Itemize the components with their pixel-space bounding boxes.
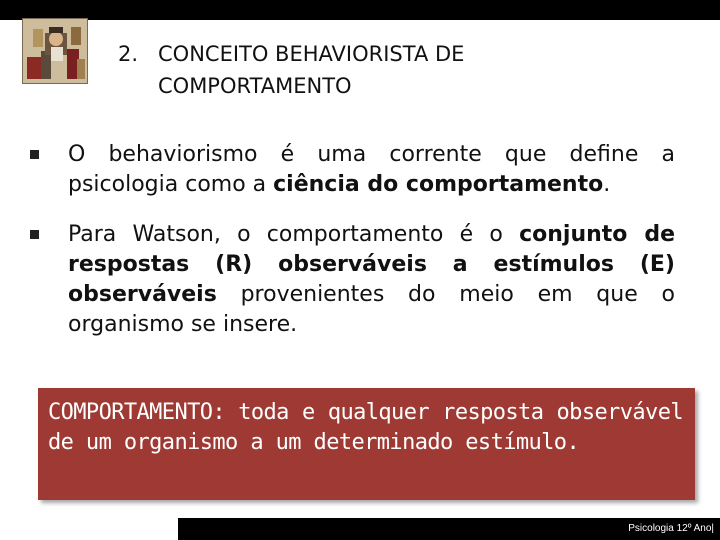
bullet-item [30, 140, 675, 200]
bullet-1-bold: ciência do comportamento [273, 172, 604, 197]
bullet-item [30, 220, 675, 340]
square-bullet-icon [30, 150, 39, 159]
bullet-2-part-3: provenientes do meio em que o organismo se insere. [68, 282, 675, 337]
title-line-2: COMPORTAMENTO [158, 74, 352, 98]
title-line-1: CONCEITO BEHAVIORISTA DE [158, 42, 465, 66]
footer-text: Psicologia 12º Ano| [628, 523, 714, 534]
books-logo-icon [22, 18, 88, 84]
bullet-list [30, 140, 675, 360]
bullet-text-1 [68, 142, 675, 197]
top-bar [0, 0, 720, 20]
footer-bar [178, 518, 720, 540]
definition-box [38, 388, 695, 500]
bullet-2-part-1: Para Watson, o comportamento é o [68, 222, 520, 247]
bullet-1-part-1: O behaviorismo é uma corrente que define a psicologia como a [68, 142, 675, 197]
bullet-1-part-3: . [603, 172, 611, 197]
bullet-text-2 [68, 222, 675, 337]
slide-title [118, 38, 678, 102]
bullet-2-bold: conjunto de respostas (R) observáveis a estímulos (E) observáveis [68, 222, 675, 307]
square-bullet-icon [30, 230, 39, 239]
title-number: 2. [118, 42, 139, 66]
definition-text: COMPORTAMENTO: toda e qualquer resposta observável de um organismo a um determinado estímulo. [48, 400, 683, 455]
